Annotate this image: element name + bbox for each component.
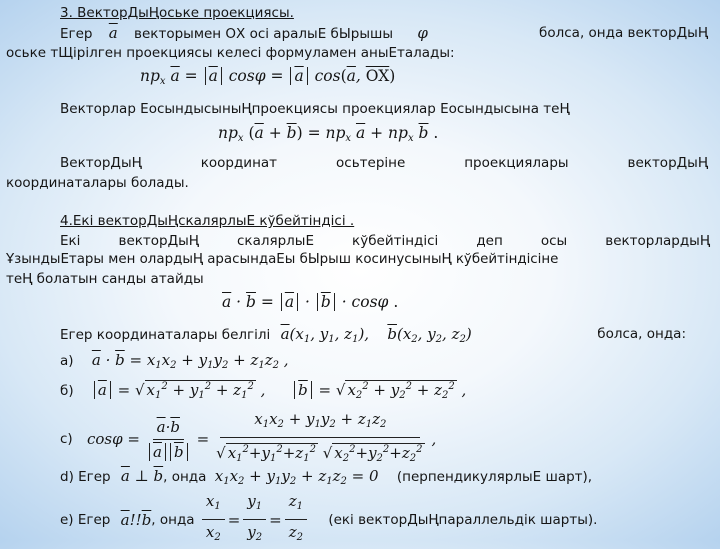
perpendicular-condition-formula: $x_1x_2 + y_1y_2 + z_1z_2 = 0$ (214, 467, 379, 487)
parallel-expr: $\overline{a}!!\overline{b}$ (120, 510, 152, 529)
item-d (60, 466, 592, 492)
sec3-para1-line2: оське тЩірілген проекциясы келесі формуламен аныЕталады: (6, 45, 455, 61)
item-e (60, 490, 598, 543)
coordinates-intro-line (60, 326, 710, 348)
sec3-p1-end: болса, онда векторДыҢ (539, 25, 708, 41)
word: скалярлыЕ (237, 233, 314, 249)
scalar-product-formula: $\overline{a} \cdot \overline{b} = \overline{a} \cdot \overline{b} \cdot \cos\varphi$ . (222, 293, 399, 311)
word: кўбейтіндісі (352, 233, 439, 249)
formula-vector-lengths: $\overline{a}$ = √ $x_1^2 + y_1^2 + z_1^2$ , $\overline{b}$ = √ $x_2^2 + y_2^2 + z_2^2$ , (92, 381, 466, 399)
sum-projection-formula: $np_x$ $(\overline{a} + \overline{b}) = np_x$ $\overline{a} + np_x$ $\overline{b}$ . (218, 124, 439, 144)
word: осы (540, 233, 568, 249)
coord-intro-text: Егер координаталары белгілі (60, 327, 271, 343)
item-d-mid: , онда (163, 469, 207, 485)
word: векторлардыҢ (605, 233, 710, 249)
projection-formula: $np_x$ $\overline{a} = \overline{a}$ $\cos\varphi = \overline{a}$ $\cos(\overline{a}$, $\overline{OX}$) (140, 67, 396, 87)
coord-end-text: болса, онда: (597, 326, 686, 342)
item-e-suffix: (екі векторДыҢпараллельдік шарты). (328, 511, 598, 528)
sec3-para3-line1 (60, 155, 708, 171)
word: координат (200, 155, 278, 171)
section4-title: 4.Екі векторДыҢскалярлыЕ кўбейтіндісі . (60, 213, 355, 229)
sec3-para1-line1 (60, 25, 708, 42)
word: осьтеріне (336, 155, 406, 171)
item-c (60, 408, 437, 464)
sec3-p1-start: Егер (60, 26, 93, 42)
sec4-para1-line1 (60, 233, 710, 249)
vector-a-coords: $\overline{a}(x_1$, $y_1$, $z_1$), (280, 325, 370, 345)
item-a-label: а) (60, 353, 74, 369)
item-b (60, 376, 466, 407)
section3-title: 3. ВекторДыҢоське проекциясы. (60, 5, 294, 21)
perpendicular-expr: $\overline{a}$ ⊥ $\overline{b}$ (120, 467, 164, 485)
sec4-para1-line3: теҢ болатын санды атайды (6, 271, 204, 287)
word: проекциялары (464, 155, 569, 171)
sec3-p1-mid: векторымен ОХ осі аралыЕ бЫрышы (134, 26, 394, 42)
formula-cos-angle: cos φ = $\frac{\overline{a}\cdot\overline{b}}{\overline{a} \overline{b}}$ = $\frac{x_1x_2 + y_1y_2 + z_1z_2}{√ x_1^2+y_1^2+z_1^2 √ x_2^2+y_2^2+z_2^2}$ , (87, 410, 437, 464)
sec4-para1-line2: ҰзындыЕтары мен олардыҢ арасындаЕы бЫрыш косинусыныҢ кўбейтіндісіне (6, 252, 559, 267)
vector-b-coords: $\overline{b}(x_2$, $y_2$, $z_2$) (387, 325, 472, 345)
phi-symbol: φ (417, 24, 428, 42)
word: векторДыҢ (118, 233, 199, 249)
item-c-label: с) (60, 431, 73, 447)
word: векторДыҢ (627, 155, 708, 171)
word: деп (476, 233, 503, 249)
item-d-suffix: (перпендикулярлыЕ шарт), (396, 469, 593, 485)
sec3-para3-line2: координаталары болады. (6, 175, 189, 191)
word: ВекторДыҢ (60, 155, 142, 171)
item-d-prefix: d) Егер (60, 469, 111, 485)
word: Екі (60, 233, 81, 249)
parallel-condition-formula: $\frac{x_1}{x_2}$ = $\frac{y_1}{y_2}$ = $\frac{z_1}{z_2}$ (199, 490, 310, 549)
item-b-label: б) (60, 383, 74, 399)
item-e-mid: , онда (151, 511, 195, 528)
item-a (60, 350, 289, 376)
item-e-prefix: е) Егер (60, 511, 111, 528)
sec3-para2: Векторлар ЕосындысыныҢпроекциясы проекциялар Еосындысына теҢ (60, 101, 570, 117)
vector-a-symbol: $\overline{a}$ (108, 24, 118, 42)
formula-dot-product-coords: $\overline{a} \cdot \overline{b} = x_1x_2 + y_1y_2 + z_1z_2$ , (91, 351, 289, 371)
